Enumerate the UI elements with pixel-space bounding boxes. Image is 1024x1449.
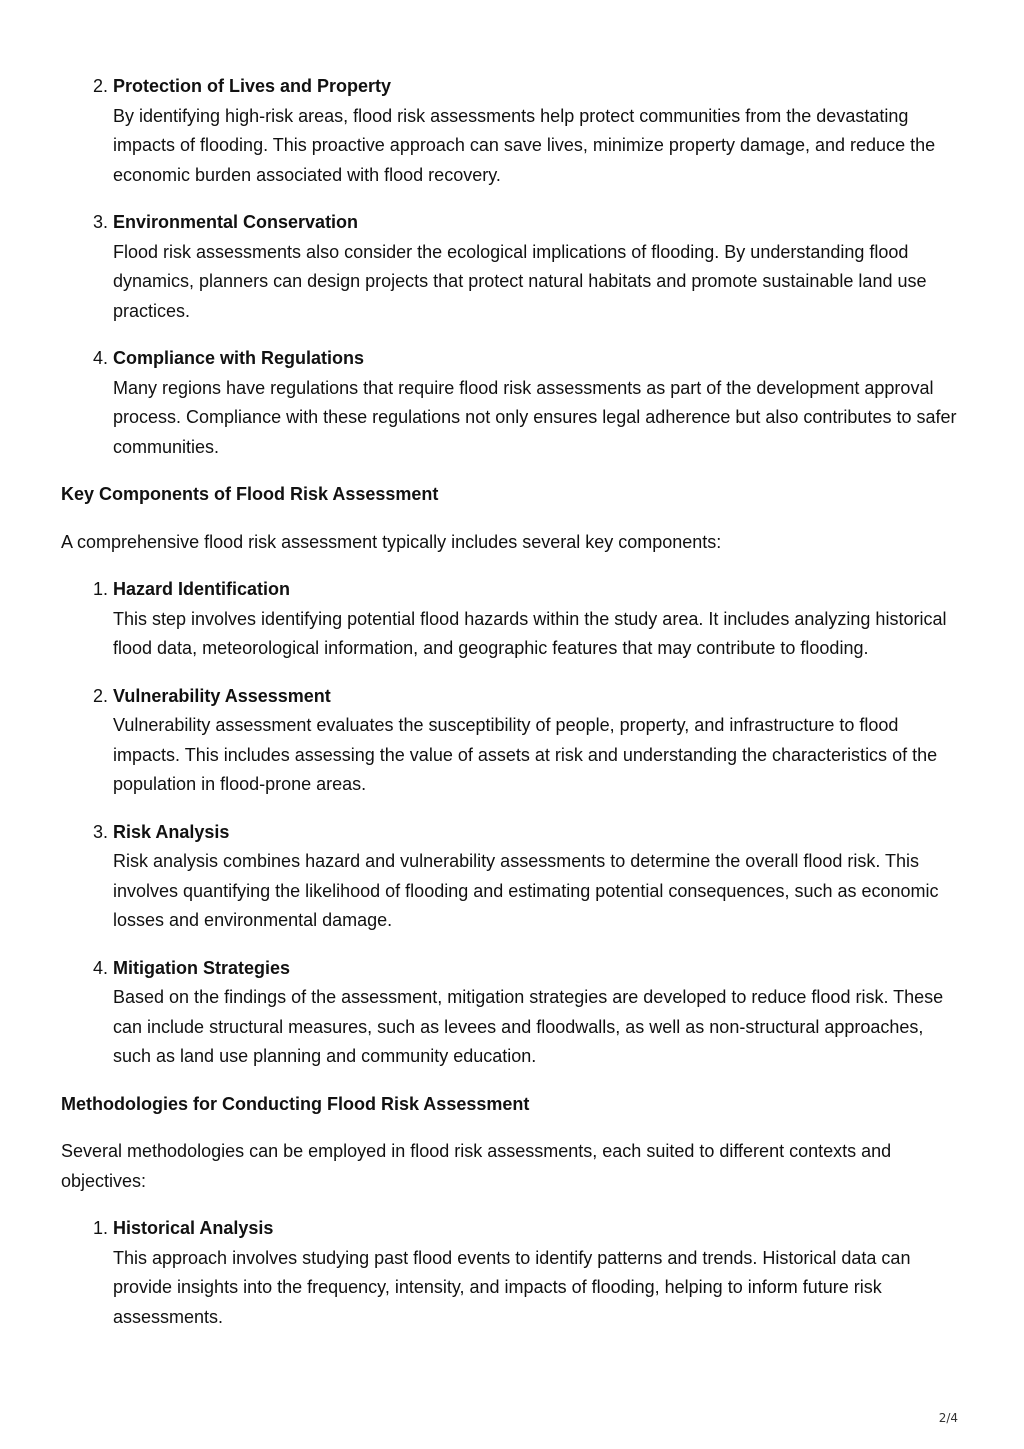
list-item-title: 3. Environmental Conservation xyxy=(113,212,359,232)
list-item-body: This approach involves studying past flood events to identify patterns and trends. Historical data can provide insights into the frequency, intensity, and impacts of flooding, helping to inform future risk assessments. xyxy=(113,1247,911,1327)
list-item-title: 1. Historical Analysis xyxy=(113,1218,274,1238)
list-item xyxy=(113,208,961,326)
methodologies-list xyxy=(61,1214,961,1332)
list-item xyxy=(113,72,961,190)
list-item-body: By identifying high-risk areas, flood risk assessments help protect communities from the devastating impacts of flooding. This proactive approach can save lives, minimize property damage, and reduce the economic burden associated with flood recovery. xyxy=(113,105,936,185)
list-item-body: This step involves identifying potential flood hazards within the study area. It includes analyzing historical flood data, meteorological information, and geographic features that may contribute to flooding. xyxy=(113,608,947,658)
section-intro-key-components: A comprehensive flood risk assessment typically includes several key components: xyxy=(61,531,722,552)
list-item xyxy=(113,344,961,462)
key-components-list xyxy=(61,575,961,1072)
list-item-title: 2. Protection of Lives and Property xyxy=(113,76,392,96)
section-heading-key-components: Key Components of Flood Risk Assessment xyxy=(61,484,439,504)
list-item xyxy=(113,818,961,936)
list-item xyxy=(113,682,961,800)
list-item-body: Based on the findings of the assessment, mitigation strategies are developed to reduce flood risk. These can include structural measures, such as levees and floodwalls, as well as non-structural approaches, such as land use planning and community education. xyxy=(113,987,944,1066)
list-item xyxy=(113,1214,961,1332)
list-item-title: 4. Mitigation Strategies xyxy=(113,957,291,978)
list-item xyxy=(113,575,961,664)
document-page xyxy=(61,72,961,1350)
list-item-title: 3. Risk Analysis xyxy=(113,821,230,842)
list-item-body: Flood risk assessments also consider the ecological implications of flooding. By understanding flood dynamics, planners can design projects that protect natural habitats and promote sustainable land use practices. xyxy=(113,241,927,321)
list-item-body: Many regions have regulations that require flood risk assessments as part of the development approval process. Compliance with these regulations not only ensures legal adherence but also contributes to safer communities. xyxy=(113,377,957,457)
list-item-body: Vulnerability assessment evaluates the susceptibility of people, property, and infrastructure to flood impacts. This includes assessing the value of assets at risk and understanding the characteristics of the population in flood-prone areas. xyxy=(113,715,938,794)
list-item-body: Risk analysis combines hazard and vulnerability assessments to determine the overall flood risk. This involves quantifying the likelihood of flooding and estimating potential consequences, such as economic losses and environmental damage. xyxy=(113,851,939,930)
list-item xyxy=(113,954,961,1072)
section-heading-methodologies: Methodologies for Conducting Flood Risk Assessment xyxy=(61,1093,530,1114)
list-item-title: 1. Hazard Identification xyxy=(113,579,291,599)
importance-list xyxy=(61,72,961,462)
list-item-title: 2. Vulnerability Assessment xyxy=(113,685,331,706)
page-number: 2/4 xyxy=(938,1411,958,1425)
list-item-title: 4. Compliance with Regulations xyxy=(113,348,365,368)
section-intro-methodologies: Several methodologies can be employed in flood risk assessments, each suited to different contexts and objectives: xyxy=(61,1141,892,1191)
